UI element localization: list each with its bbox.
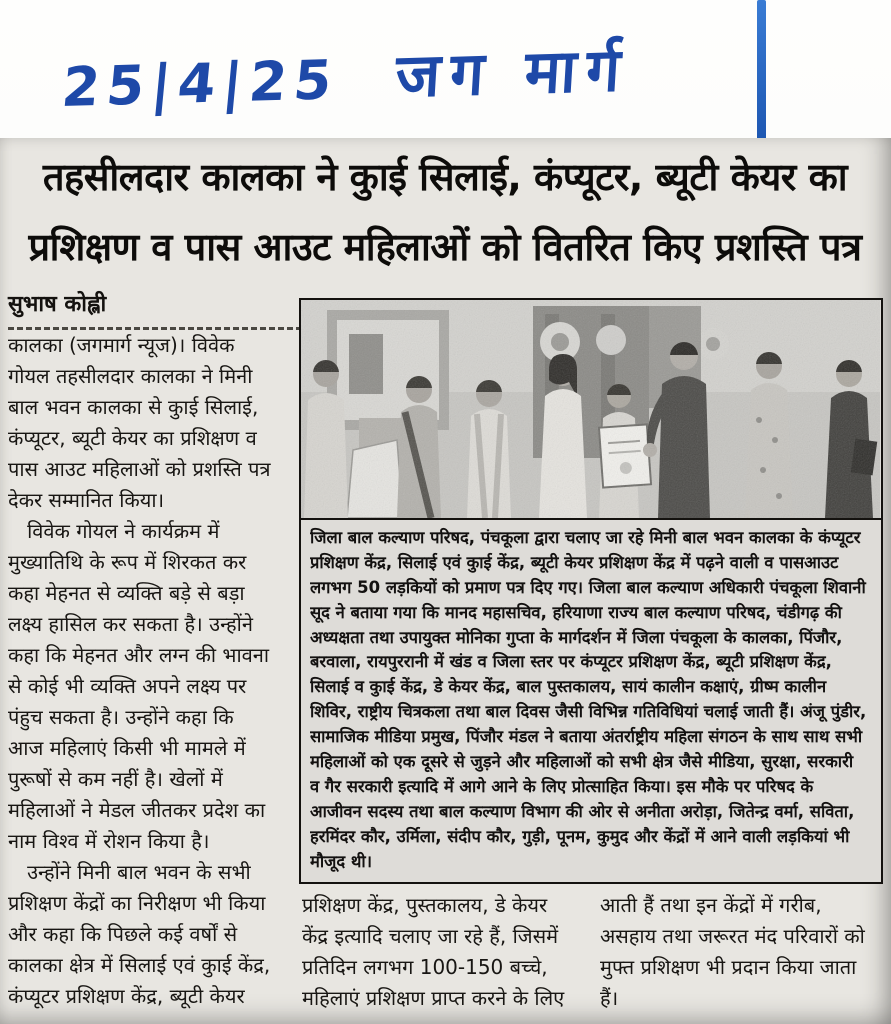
text-line: सिलाई व कुाई केंद्र, डे केयर केंद्र, बाल पुस्तकालय, सायं कालीन कक्षाएं, ग्रीष्म कालीन [310, 677, 827, 697]
text-line: जिला बाल कल्याण परिषद, पंचकूला द्वारा चलाए जा रहे मिनी बाल भवन कालका के कंप्यूटर [310, 528, 861, 547]
text-line: प्रशिक्षण केंद्र, सिलाई एवं कुाई केंद्र, ब्यूटी केयर प्रशिक्षण केंद्र में पढ़ने वाली व पासआउट [310, 552, 839, 572]
text-line: विवेक गोयल ने कार्यक्रम में [8, 519, 220, 543]
text-line: लक्ष्य हासिल कर सकता है। उन्होंने [8, 612, 253, 636]
text-line: मुख्यातिथि के रूप में शिरकत कर [8, 550, 247, 574]
text-line: कहा मेहनत से व्यक्ति बड़े से बड़ा [8, 581, 245, 605]
text-line: कंप्यूटर प्रशिक्षण केंद्र, ब्यूटी केयर [8, 984, 245, 1008]
text-line: आजीवन सदस्य तथा बाल कल्याण विभाग की ओर से अनीता अरोड़ा, जितेन्द्र वर्मा, सविता, [310, 801, 855, 821]
text-line: पुरूषों से कम नहीं है। खेलों में [8, 767, 223, 791]
text-line: हैं। [600, 986, 619, 1010]
handwritten-publication-name: जग मार्ग [394, 34, 633, 112]
text-line: महिलाओं को एक दूसरे से जुड़ने और महिलाओं को सभी क्षेत्र जैसे मीडिया, सुरक्षा, सरकारी [310, 752, 854, 772]
text-line: कालका (जगमार्ग न्यूज)। विवेक [8, 333, 235, 357]
text-line: प्रशिक्षण केंद्र, पुस्तकालय, डे केयर [302, 893, 548, 917]
text-line: असहाय तथा जरूरत मंद परिवारों को [600, 924, 865, 948]
text-line: हरमिंदर कौर, उर्मिला, संदीप कौर, गुड़ी, पूनम, कुमुद और केंद्रों में आने वाली लड़कियां भी [310, 826, 850, 846]
newspaper-article [0, 138, 891, 1024]
blue-pen-mark [757, 0, 766, 147]
handwritten-note [61, 26, 632, 124]
text-line: मौजूद थी। [310, 851, 372, 871]
text-line: आती हैं तथा इन केंद्रों में गरीब, [600, 893, 822, 917]
text-line: सूद ने बताया गया कि मानद महासचिव, हरियाणा राज्य बाल कल्याण परिषद, चंडीगढ़ की [310, 602, 842, 622]
text-line: आज महिलाएं किसी भी मामले में [8, 736, 246, 760]
text-line: महिलाओं ने मेडल जीतकर प्रदेश का [8, 798, 266, 822]
text-line: महिलाएं प्रशिक्षण प्राप्त करने के लिए [302, 986, 565, 1010]
article-body-middle-column [302, 890, 594, 1014]
text-line: उन्होंने मिनी बाल भवन के सभी [8, 860, 251, 884]
headline [12, 142, 878, 282]
text-line: पंहुच सकता है। उन्होंने कहा कि [8, 705, 234, 729]
headline-line-2: प्रशिक्षण व पास आउट महिलाओं को वितरित किए प्रशस्ति पत्र [28, 225, 862, 269]
text-line: और कहा कि पिछले कई वर्षों से [8, 922, 238, 946]
byline: सुभाष कोह्ली [8, 288, 302, 330]
text-line: देकर सम्मानित किया। [8, 488, 165, 512]
text-line: लगभग 50 लड़कियों को प्रमाण पत्र दिए गए। जिला बाल कल्याण अधिकारी पंचकूला शिवानी [310, 577, 866, 597]
text-line: प्रतिदिन लगभग 100-150 बच्चे, [302, 955, 548, 979]
article-body-left-column [8, 330, 300, 1012]
text-line: शिविर, राष्ट्रीय चित्रकला तथा बाल दिवस जैसी विभिन्न गतिविधियां चलाई जाती हैं। अंजू पुंडीर, [310, 702, 867, 722]
text-line: कंप्यूटर, ब्यूटी केयर का प्रशिक्षण व [8, 426, 257, 450]
text-line: केंद्र इत्यादि चलाए जा रहे हैं, जिसमें [302, 924, 559, 948]
text-line: व गैर सरकारी इत्यादि में आगे आने के लिए प्रोत्साहित किया। इस मौके पर परिषद के [310, 776, 814, 796]
text-line: प्रशिक्षण केंद्रों का निरीक्षण भी किया [8, 891, 266, 915]
text-line: से कोई भी व्यक्ति अपने लक्ष्य पर [8, 674, 247, 698]
text-line: नाम विश्व में रोशन किया है। [8, 829, 210, 853]
text-line: पास आउट महिलाओं को प्रशस्ति पत्र [8, 457, 271, 481]
headline-line-1: तहसीलदार कालका ने कुाई सिलाई, कंप्यूटर, ब्यूटी केयर का [42, 155, 848, 199]
text-line: कहा कि मेहनत और लग्न की भावना [8, 643, 270, 667]
photo-and-caption-box [299, 298, 883, 884]
text-line: बाल भवन कालका से कुाई सिलाई, [8, 395, 259, 419]
text-line: गोयल तहसीलदार कालका ने मिनी [8, 364, 253, 388]
text-line: मुफ्त प्रशिक्षण भी प्रदान किया जाता [600, 955, 857, 979]
text-line: अध्यक्षता तथा उपायुक्त मोनिका गुप्ता के मार्गदर्शन में जिला पंचकूला के कालका, पिंजौर, [310, 627, 843, 647]
text-line: कालका क्षेत्र में सिलाई एवं कुाई केंद्र, [8, 953, 271, 977]
text-line: सामाजिक मीडिया प्रमुख, पिंजौर मंडल ने बताया अंतर्राष्ट्रीय महिला संगठन के साथ साथ सभी [310, 727, 863, 747]
article-photo [301, 300, 880, 518]
article-body-right-column [600, 890, 886, 1014]
photo-caption [301, 518, 881, 882]
text-line: बरवाला, रायपुररानी में खंड व जिला स्तर पर कंप्यूटर प्रशिक्षण केंद्र, ब्यूटी प्रशिक्षण केंद्र, [310, 652, 832, 672]
handwritten-date: 25|4|25 [59, 48, 342, 120]
